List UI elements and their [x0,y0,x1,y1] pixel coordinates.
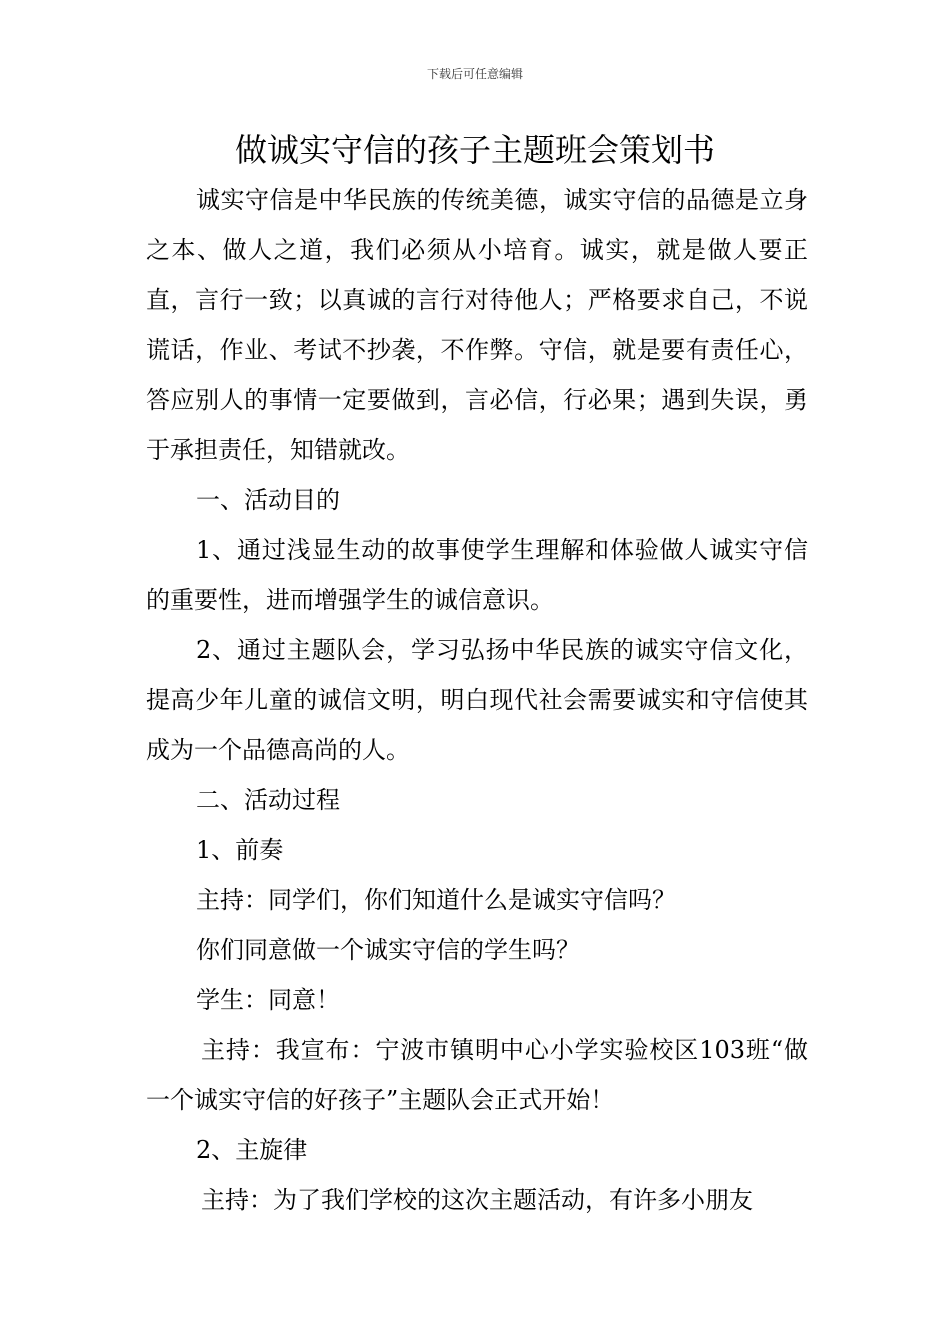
section-heading-process: 二、活动过程 [196,786,340,814]
document-body [146,175,808,1225]
host-line-announcement: 主持：我宣布：宁波市镇明中心小学实验校区103班“做一个诚实守信的好孩子”主题队会正式开始！ [146,1036,808,1114]
host-line-question: 主持：同学们，你们知道什么是诚实守信吗？ [196,886,676,914]
host-line-activity: 主持：为了我们学校的这次主题活动，有许多小朋友 [201,1186,753,1214]
download-watermark: 下载后可任意编辑 [426,67,523,81]
subheading-main-theme: 2、主旋律 [196,1136,308,1164]
host-line-agree-question: 你们同意做一个诚实守信的学生吗？ [196,936,580,964]
goal-item-1: 1、通过浅显生动的故事使学生理解和体验做人诚实守信的重要性，进而增强学生的诚信意识。 [146,536,808,614]
intro-paragraph: 诚实守信是中华民族的传统美德，诚实守信的品德是立身之本、做人之道，我们必须从小培育。诚实，就是做人要正直，言行一致；以真诚的言行对待他人；严格要求自己，不说谎话，作业、考试不抄袭，不作弊。守信，就是要有责任心，答应别人的事情一定要做到，言必信，行必果；遇到失误，勇于承担责任，知错就改。 [146,186,808,464]
section-heading-goals: 一、活动目的 [196,486,340,514]
document-title: 做诚实守信的孩子主题班会策划书 [234,131,715,169]
goal-item-2: 2、通过主题队会，学习弘扬中华民族的诚实守信文化，提高少年儿童的诚信文明，明白现代社会需要诚实和守信使其成为一个品德高尚的人。 [146,636,808,764]
student-line-agree: 学生：同意！ [196,986,340,1014]
subheading-prelude: 1、前奏 [196,836,284,864]
